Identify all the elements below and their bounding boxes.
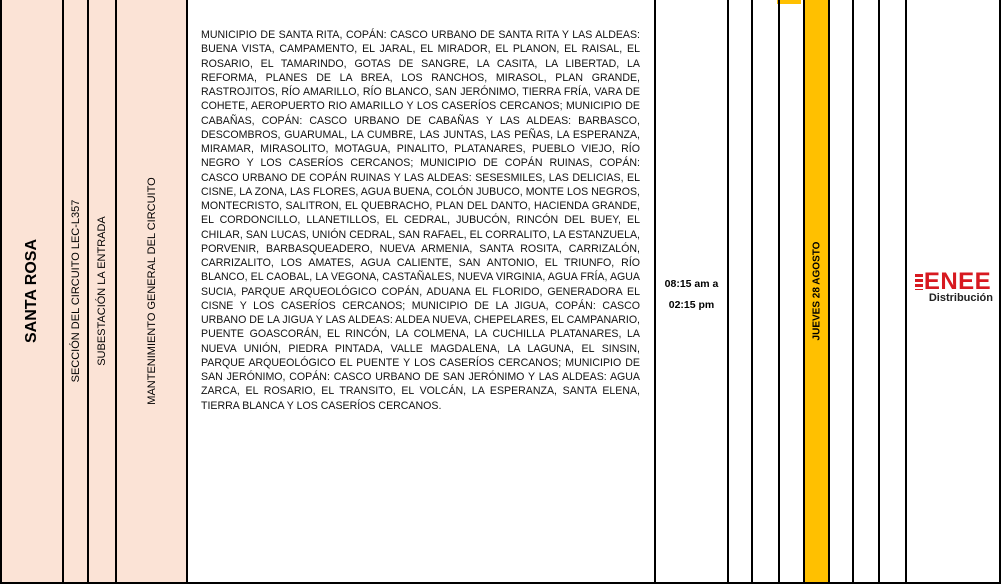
zone-label: SANTA ROSA [23, 239, 40, 343]
day-cell-5 [828, 0, 852, 584]
time-range [656, 274, 727, 316]
logo-name: ENEE [923, 268, 992, 295]
enee-logo [907, 268, 999, 304]
zone-cell [0, 0, 62, 584]
day-cell-7 [878, 0, 905, 584]
logo-stripe-icon [915, 274, 923, 290]
day-cell-2 [751, 0, 778, 584]
circuit-section-label: SECCIÓN DEL CIRCUITO LEC-L357 [69, 199, 82, 383]
time-cell [654, 0, 727, 584]
substation-label: SUBESTACIÓN LA ENTRADA [96, 216, 108, 366]
time-start: 08:15 am a [664, 278, 719, 290]
affected-areas-cell [186, 0, 654, 584]
time-end: 02:15 pm [668, 299, 715, 311]
day-label: JUEVES 28 AGOSTO [811, 241, 822, 341]
affected-areas-text: MUNICIPIO DE SANTA RITA, COPÁN: CASCO URBANO DE SANTA RITA Y LAS ALDEAS: BUENA VISTA, CAMPAMENTO, EL JARAL, EL MIRADOR, EL PLANON, EL RAISAL, EL ROSARIO, EL TAMARINDO, GOTAS DE SANGRE, LA CASITA, LA LIBERTAD, LA REFORMA, PLANES DE LA BREA, LOS RANCHOS, MIRASOL, PLAN GRANDE, RASTROJITOS, RÍO AMARILLO, RÍO BLANCO, SAN JERÓNIMO, TIERRA FRÍA, VARA DE COHETE, AEROPUERTO RIO AMARILLO Y LOS CASERÍOS CERCANOS; MUNICIPIO DE CABAÑAS, COPÁN: CASCO URBANO DE CABAÑAS Y LAS ALDEAS: BARBASCO, DESCOMBROS, GUARUMAL, LA CUMBRE, LAS JUNTAS, LAS PEÑAS, LA ESPERANZA, MIRAMAR, MIRASOLITO, MOTAGUA, PINALITO, PLATANARES, PUEBLO VIEJO, RÍO NEGRO Y LOS CASERÍOS CERCANOS; MUNICIPIO DE COPÁN RUINAS, COPÁN: CASCO URBANO DE COPÁN RUINAS Y LAS ALDEAS: SESESMILES, LAS DELICIAS, EL CISNE, LA ZONA, LAS FLORES, AGUA BUENA, COLÓN JUBUCO, MONTE LOS NEGROS, MONTECRISTO, SALITRON, EL QUEBRACHO, PLAN DEL DANTO, HACIENDA GRANDE, EL CORDONCILLO, LLANETILLOS, EL CEDRAL, JUBUCÓN, RINCÓN DEL BUEY, EL CHILAR, SAN LUCAS, UNIÓN CEDRAL, SAN RAFAEL, EL CORRALITO, LA ESTANZUELA, PORVENIR, BARBASQUEADERO, NUEVA ARMENIA, SANTA ROSITA, CARRIZALÓN, CARRIZALITO, LOS AMATES, AGUA CALIENTE, SAN ANTONIO, EL TRIUNFO, RÍO BLANCO, EL CAOBAL, LA VEGONA, CASTAÑALES, NUEVA VIRGINIA, AGUA FRÍA, AGUA SUCIA, PARQUE ARQUEOLÓGICO COPÁN, ADUANA EL FLORIDO, GENERADORA EL CISNE Y LOS CASERÍOS CERCANOS; MUNICIPIO DE LA JIGUA, COPÁN: CASCO URBANO DE LA JIGUA Y LAS ALDEAS: ALDEA NUEVA, CHEPELARES, EL CAMPANARIO, PUENTE GOASCORÁN, EL RINCÓN, LA COLMENA, LA CUCHILLA PLATANARES, LA NUEVA UNIÓN, PIEDRA PINTADA, VALLE MAGDALENA, LA LAGUNA, EL SINSIN, PARQUE ARQUEOLÓGICO EL PUENTE Y LOS CASERÍOS CERCANOS; MUNICIPIO DE SAN JERÓNIMO, COPÁN: CASCO URBANO DE SAN JERÓNIMO Y LAS ALDEAS: AGUA ZARCA, EL ROSARIO, EL TRANSITO, EL VOLCÁN, LA ESPERANZA, SANTA ELENA, TIERRA BLANCA Y LOS CASERÍOS CERCANOS. [201, 29, 640, 412]
day-cell-1 [727, 0, 751, 584]
circuit-section-cell [62, 0, 87, 584]
substation-cell [87, 0, 115, 584]
logo-cell [905, 0, 1001, 584]
day-cell-3 [778, 0, 803, 584]
work-type-cell [115, 0, 186, 584]
work-type-label: MANTENIMIENTO GENERAL DEL CIRCUITO [145, 177, 158, 405]
day-cell-6 [852, 0, 878, 584]
day-cell-active [803, 0, 828, 584]
logo-subtitle: Distribución [928, 292, 993, 304]
